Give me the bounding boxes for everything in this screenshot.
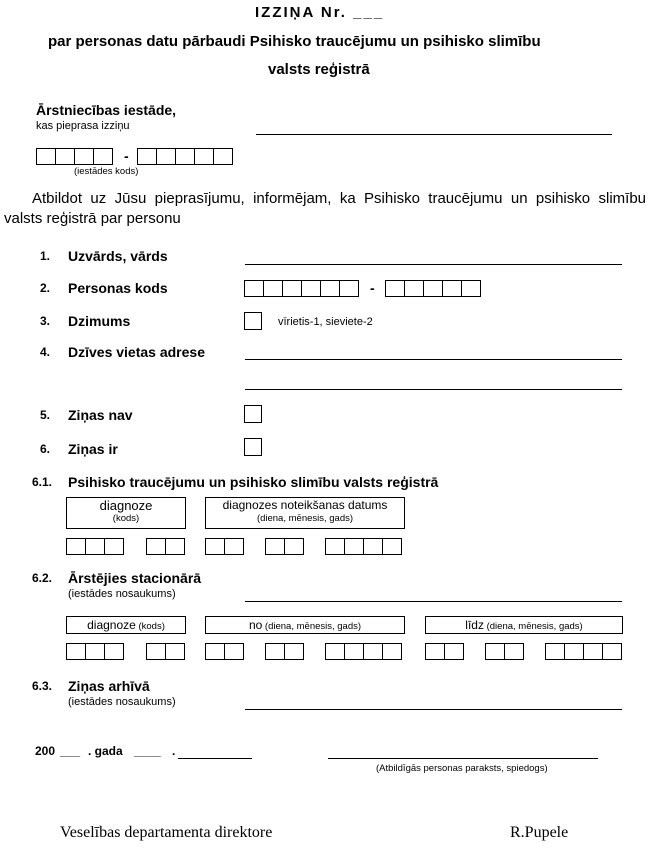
- code-cell[interactable]: [85, 643, 105, 660]
- code-cell[interactable]: [320, 280, 340, 297]
- diagnosis-date-header-title: diagnozes noteikšanas datums: [222, 498, 388, 512]
- document-subtitle-line1: par personas datu pārbaudi Psihisko traucējumu un psihisko slimību: [48, 33, 541, 50]
- code-cell[interactable]: [423, 280, 443, 297]
- diagnosis-date-header-sub: (diena, mēnesis, gads): [256, 513, 354, 524]
- date-gada: . gada: [88, 744, 123, 758]
- diagnosis-date-header-box: [205, 497, 405, 529]
- section61-number: 6.1.: [32, 475, 53, 489]
- institution-sublabel: kas pieprasa izziņu: [36, 120, 130, 132]
- archive-name-line[interactable]: [245, 709, 622, 710]
- code-cell[interactable]: [93, 148, 113, 165]
- records-exist-box[interactable]: [244, 438, 262, 456]
- inpatient-from-year[interactable]: [325, 643, 402, 661]
- code-cell[interactable]: [85, 538, 105, 555]
- section63-sub: (iestādes nosaukums): [68, 696, 176, 708]
- inpatient-diagnosis-boxes-1[interactable]: [66, 643, 124, 661]
- section62-label: Ārstējies stacionārā: [68, 570, 202, 586]
- code-cell[interactable]: [146, 643, 166, 660]
- inpatient-diagnosis-boxes-2[interactable]: [146, 643, 185, 661]
- code-cell[interactable]: [165, 643, 185, 660]
- diagnosis-header-box: [66, 497, 186, 529]
- institution-name-line[interactable]: [256, 134, 612, 135]
- code-cell[interactable]: [385, 280, 405, 297]
- code-cell[interactable]: [146, 538, 166, 555]
- inpatient-from-title: no: [248, 618, 263, 632]
- date-cell[interactable]: [325, 538, 345, 555]
- code-cell[interactable]: [165, 538, 185, 555]
- date-cell[interactable]: [284, 538, 304, 555]
- full-name-line[interactable]: [245, 264, 622, 265]
- code-cell[interactable]: [175, 148, 195, 165]
- date-dot: .: [172, 744, 176, 758]
- diagnosis-header-sub: (kods): [112, 513, 140, 524]
- date-cell[interactable]: [325, 643, 345, 660]
- date-cell[interactable]: [602, 643, 622, 660]
- document-title: IZZIŅA Nr. ___: [255, 4, 385, 21]
- field4-label: Dzīves vietas adrese: [68, 344, 205, 360]
- code-cell[interactable]: [263, 280, 283, 297]
- inpatient-to-header: [425, 616, 623, 634]
- code-cell[interactable]: [301, 280, 321, 297]
- personal-code-dash: -: [370, 280, 375, 296]
- inpatient-diagnosis-sub: (kods): [135, 621, 165, 632]
- field2-label: Personas kods: [68, 280, 168, 296]
- diagnosis-date-day[interactable]: [205, 538, 244, 556]
- date-day-blank[interactable]: ____: [134, 744, 161, 758]
- no-records-box[interactable]: [244, 405, 262, 423]
- intro-paragraph: Atbildot uz Jūsu pieprasījumu, informējam, ka Psihisko traucējumu un psihisko slimību valsts reģistrā par personu: [4, 190, 646, 227]
- personal-code-part2[interactable]: [385, 280, 481, 298]
- diagnosis-date-year[interactable]: [325, 538, 402, 556]
- code-cell[interactable]: [104, 643, 124, 660]
- date-cell[interactable]: [205, 538, 225, 555]
- diagnosis-date-month[interactable]: [265, 538, 304, 556]
- code-cell[interactable]: [66, 538, 86, 555]
- date-cell[interactable]: [363, 538, 383, 555]
- date-cell[interactable]: [545, 643, 565, 660]
- field5-label: Ziņas nav: [68, 407, 133, 423]
- code-cell[interactable]: [137, 148, 157, 165]
- date-cell[interactable]: [265, 538, 285, 555]
- date-year-prefix: 200: [35, 744, 56, 758]
- hospital-name-line[interactable]: [245, 601, 622, 602]
- inpatient-to-year[interactable]: [545, 643, 622, 661]
- date-cell[interactable]: [504, 643, 524, 660]
- field6-number: 6.: [40, 442, 51, 456]
- field2-number: 2.: [40, 281, 51, 295]
- inpatient-from-month[interactable]: [265, 643, 304, 661]
- director-name: R.Pupele: [510, 824, 569, 841]
- inpatient-to-month[interactable]: [485, 643, 524, 661]
- institution-label: Ārstniecības iestāde,: [36, 102, 177, 118]
- code-cell[interactable]: [244, 280, 264, 297]
- inpatient-diagnosis-title: diagnoze: [87, 618, 136, 632]
- institution-code-caption: (iestādes kods): [74, 166, 139, 177]
- date-cell[interactable]: [344, 538, 364, 555]
- date-cell[interactable]: [583, 643, 603, 660]
- field3-label: Dzimums: [68, 313, 131, 329]
- section63-label: Ziņas arhīvā: [68, 678, 150, 694]
- inpatient-from-day[interactable]: [205, 643, 244, 661]
- date-cell[interactable]: [382, 643, 402, 660]
- code-cell[interactable]: [461, 280, 481, 297]
- date-cell[interactable]: [205, 643, 225, 660]
- code-cell[interactable]: [66, 643, 86, 660]
- code-cell[interactable]: [55, 148, 75, 165]
- director-position: Veselības departamenta direktore: [60, 824, 273, 841]
- section62-sub: (iestādes nosaukums): [68, 588, 176, 600]
- code-cell[interactable]: [404, 280, 424, 297]
- code-cell[interactable]: [156, 148, 176, 165]
- field1-number: 1.: [40, 249, 51, 263]
- institution-code-part1[interactable]: [36, 148, 113, 166]
- personal-code-part1[interactable]: [244, 280, 359, 298]
- code-cell[interactable]: [194, 148, 214, 165]
- field3-number: 3.: [40, 314, 51, 328]
- field1-label: Uzvārds, vārds: [68, 248, 168, 264]
- field6-label: Ziņas ir: [68, 441, 118, 457]
- diagnosis-code-boxes-2[interactable]: [146, 538, 185, 556]
- inpatient-from-header: [205, 616, 405, 634]
- date-cell[interactable]: [363, 643, 383, 660]
- code-cell[interactable]: [104, 538, 124, 555]
- date-cell[interactable]: [564, 643, 584, 660]
- inpatient-to-sub: (diena, mēnesis, gads): [483, 621, 583, 632]
- inpatient-to-day[interactable]: [425, 643, 464, 661]
- inpatient-to-title: līdz: [465, 618, 484, 632]
- date-cell[interactable]: [265, 643, 285, 660]
- diagnosis-header-title: diagnoze: [99, 498, 153, 513]
- inpatient-from-sub: (diena, mēnesis, gads): [262, 621, 362, 632]
- diagnosis-code-boxes-1[interactable]: [66, 538, 124, 556]
- institution-code-part2[interactable]: [137, 148, 233, 166]
- date-cell[interactable]: [224, 643, 244, 660]
- section62-number: 6.2.: [32, 571, 53, 585]
- document-subtitle-line2: valsts reģistrā: [268, 61, 370, 78]
- code-cell[interactable]: [36, 148, 56, 165]
- date-month-line[interactable]: [178, 758, 252, 759]
- gender-hint: vīrietis-1, sieviete-2: [278, 316, 373, 328]
- address-line-2[interactable]: [245, 389, 622, 390]
- date-cell[interactable]: [344, 643, 364, 660]
- code-cell[interactable]: [282, 280, 302, 297]
- institution-code-dash: -: [124, 148, 129, 164]
- address-line-1[interactable]: [245, 359, 622, 360]
- date-year-blank[interactable]: ___: [60, 744, 81, 758]
- inpatient-diagnosis-header: [66, 616, 186, 634]
- code-cell[interactable]: [339, 280, 359, 297]
- section63-number: 6.3.: [32, 679, 53, 693]
- field5-number: 5.: [40, 408, 51, 422]
- date-cell[interactable]: [485, 643, 505, 660]
- code-cell[interactable]: [74, 148, 94, 165]
- date-cell[interactable]: [284, 643, 304, 660]
- section61-label: Psihisko traucējumu un psihisko slimību valsts reģistrā: [68, 474, 439, 490]
- gender-box[interactable]: [244, 312, 262, 330]
- date-cell[interactable]: [425, 643, 445, 660]
- code-cell[interactable]: [213, 148, 233, 165]
- signature-line[interactable]: [328, 758, 598, 759]
- date-cell[interactable]: [444, 643, 464, 660]
- signature-caption: (Atbildīgās personas paraksts, spiedogs): [376, 763, 548, 774]
- field4-number: 4.: [40, 345, 51, 359]
- date-cell[interactable]: [224, 538, 244, 555]
- code-cell[interactable]: [442, 280, 462, 297]
- date-cell[interactable]: [382, 538, 402, 555]
